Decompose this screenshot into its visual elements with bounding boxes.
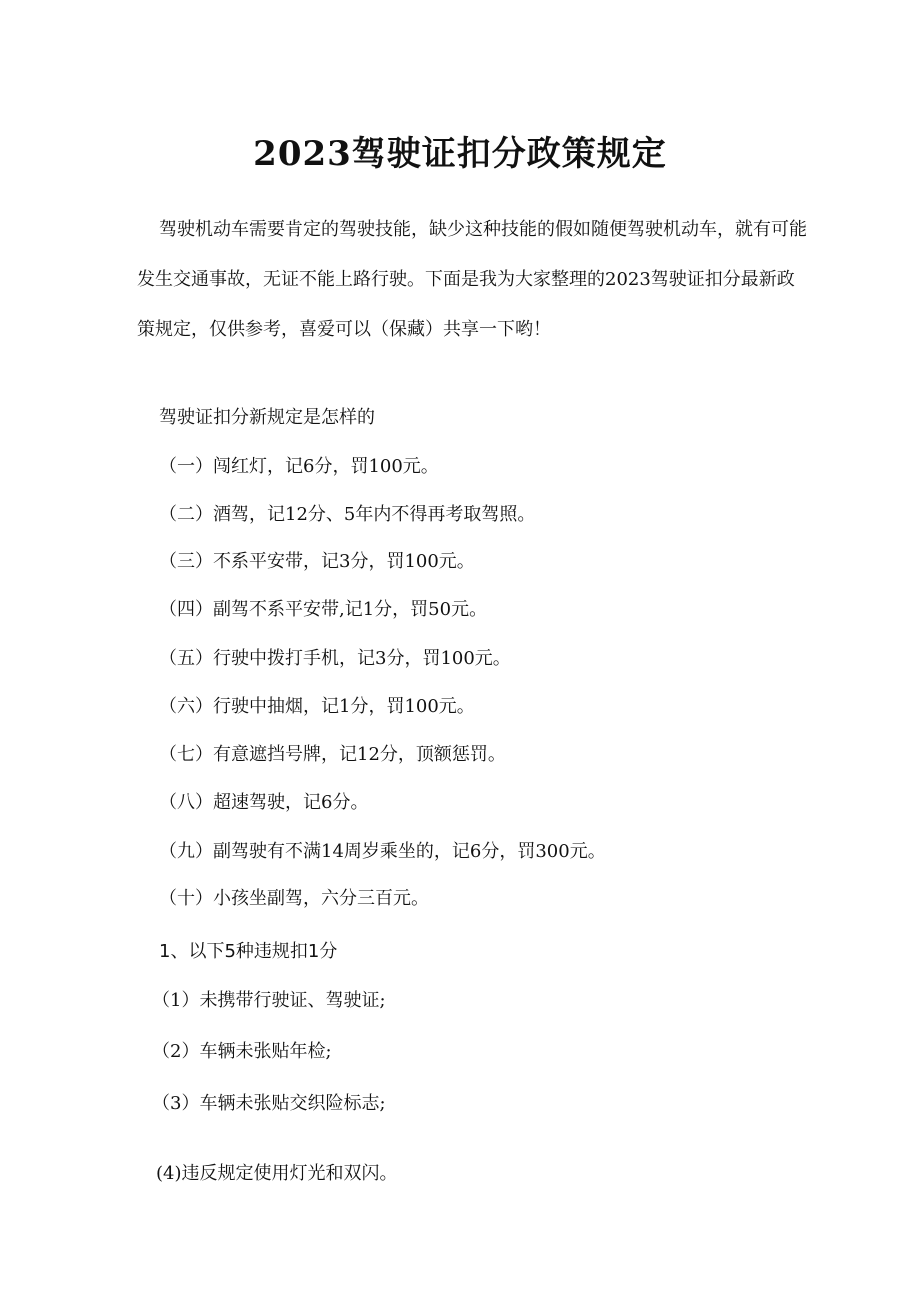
rule-item: （二）酒驾，记12分、5年内不得再考取驾照。 (159, 504, 536, 525)
rule-item: （九）副驾驶有不满14周岁乘坐的，记6分，罚300元。 (159, 841, 606, 862)
rule-item: （十）小孩坐副驾，六分三百元。 (159, 888, 429, 909)
section-item: (4)违反规定使用灯光和双闪。 (156, 1163, 398, 1184)
intro-paragraph (137, 205, 807, 355)
subheading: 驾驶证扣分新规定是怎样的 (159, 407, 375, 428)
rule-item: （五）行驶中拨打手机，记3分，罚100元。 (159, 648, 511, 669)
section-item: （3）车辆未张贴交织险标志; (152, 1093, 386, 1114)
section-item: （2）车辆未张贴年检; (152, 1041, 332, 1062)
rule-item: （一）闯红灯，记6分，罚100元。 (159, 456, 439, 477)
section-title: 1、以下5种违规扣1分 (159, 941, 338, 962)
rule-item: （三）不系平安带，记3分，罚100元。 (159, 551, 475, 572)
rule-item: （七）有意遮挡号牌，记12分，顶额惩罚。 (159, 744, 506, 765)
intro-text: 驾驶机动车需要肯定的驾驶技能，缺少这种技能的假如随便驾驶机动车，就有可能发生交通事故，无证不能上路行驶。下面是我为大家整理的2023驾驶证扣分最新政策规定，仅供参考，喜爱可以（保藏）共享一下哟！ (137, 219, 807, 340)
document-title: 2023驾驶证扣分政策规定 (253, 134, 667, 174)
section-item: （1）未携带行驶证、驾驶证; (152, 990, 386, 1011)
rule-item: （四）副驾不系平安带,记1分，罚50元。 (159, 599, 488, 620)
rule-item: （六）行驶中抽烟，记1分，罚100元。 (159, 696, 475, 717)
rule-item: （八）超速驾驶，记6分。 (159, 792, 369, 813)
